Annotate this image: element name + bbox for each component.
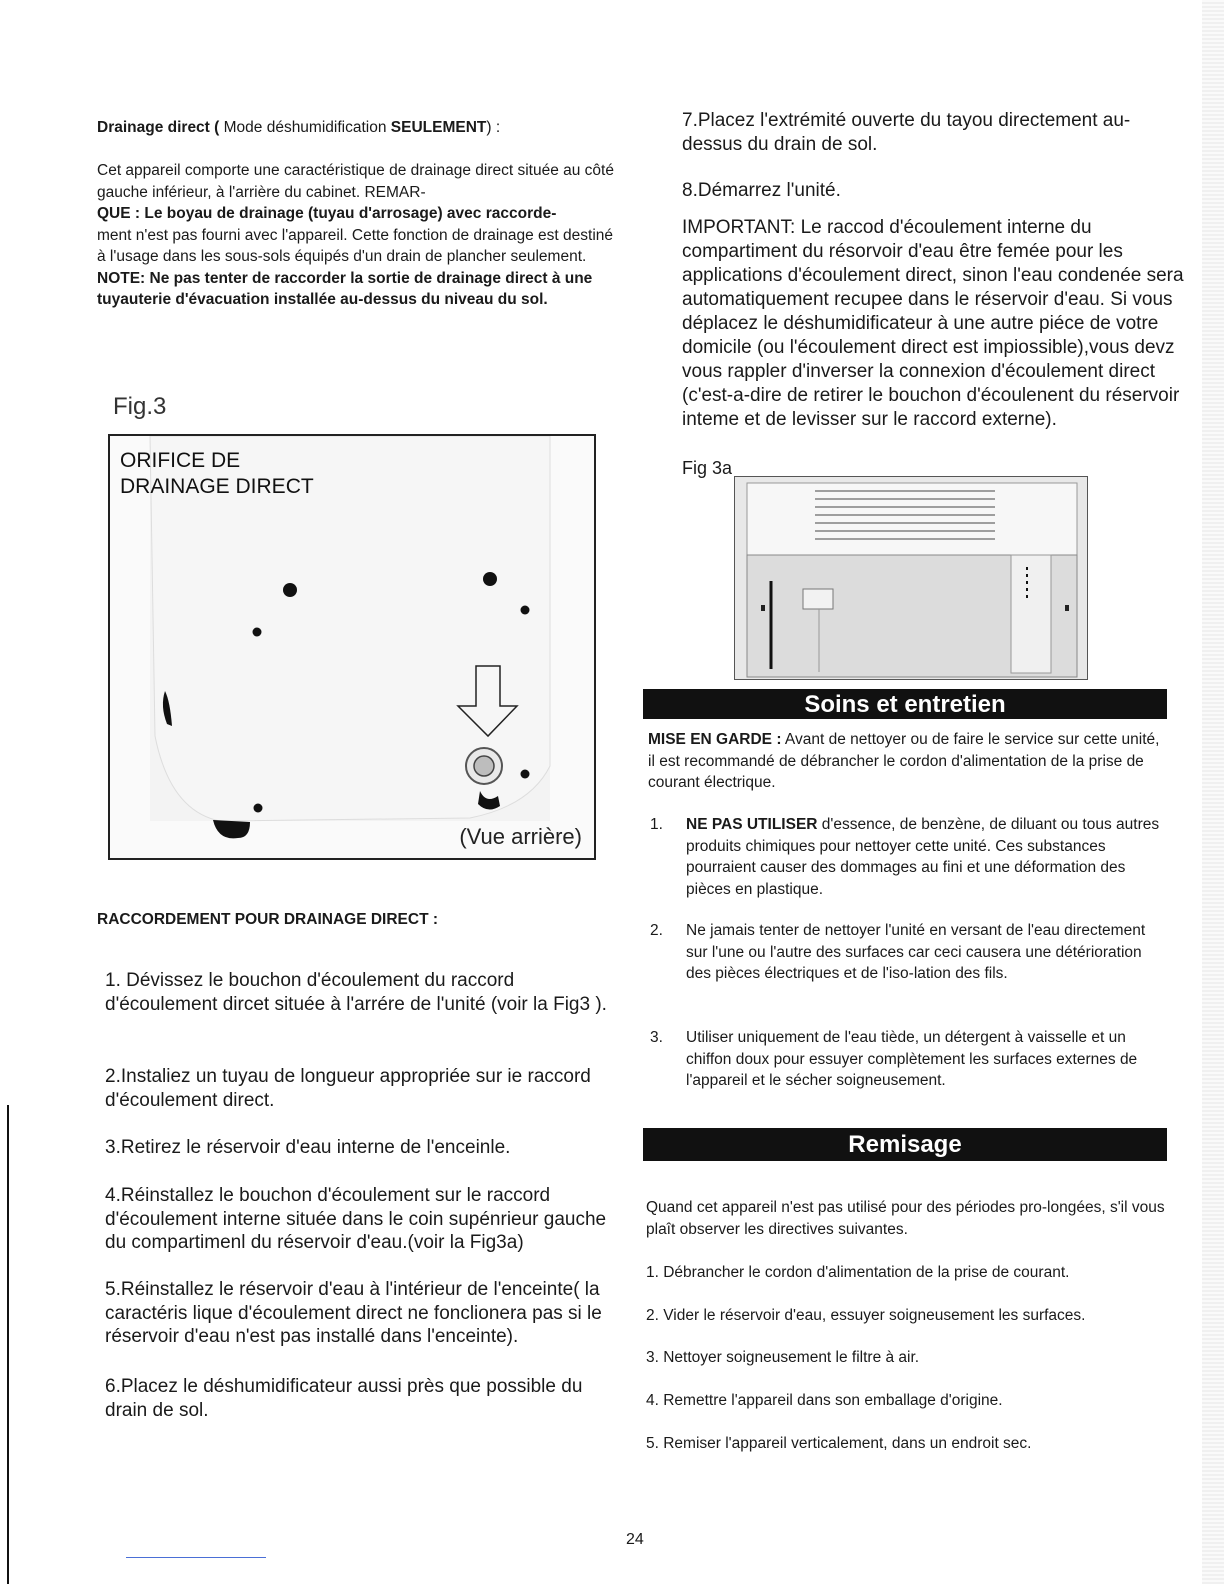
connection-step: 2.Instaliez un tuyau de longueur appropriée sur ie raccord d'écoulement direct.: [105, 1066, 591, 1111]
caution-text: MISE EN GARDE : Avant de nettoyer ou de faire le service sur cette unité, il est recommandé de débrancher le cordon d'alimentation de la prise de courant électrique.: [648, 731, 1160, 791]
storage-item: 5. Remiser l'appareil verticalement, dans un endroit sec.: [646, 1435, 1032, 1452]
step-8: 8.Démarrez l'unité.: [682, 180, 841, 201]
connection-step: 4.Réinstallez le bouchon d'écoulement sur le raccord d'écoulement interne située dans le coin supénrieur gauche du compartimenl du réservoir d'eau.(voir la Fig3a): [105, 1185, 607, 1253]
care-item: 3. Utiliser uniquement de l'eau tiède, un détergent à vaisselle et un chiffon doux pour essuyer complètement les surfaces externes de l'appareil et le sécher soigneusement.: [650, 1029, 1138, 1089]
storage-item: 2. Vider le réservoir d'eau, essuyer soigneusement les surfaces.: [646, 1307, 1086, 1324]
fig3a-illustration: [734, 476, 1088, 680]
care-item: 2. Ne jamais tenter de nettoyer l'unité en versant de l'eau directement sur l'une ou l'autre des surfaces car ceci causera une détérioration des pièces électriques et de l'iso-lation des fils.: [650, 922, 1146, 982]
rear-view-caption: (Vue arrière): [459, 824, 582, 849]
storage-item: 1. Débrancher le cordon d'alimentation de la prise de courant.: [646, 1264, 1070, 1281]
scan-margin-line: [7, 1105, 9, 1584]
connection-step: 5.Réinstallez le réservoir d'eau à l'intérieur de l'enceinte( la caractéris lique d'écoulement direct ne fonclionera pas si le réservoir d'eau n'est pas installé dans l'enceinte).: [105, 1279, 602, 1347]
direct-drain-description: Cet appareil comporte une caractéristique de drainage direct située au côté gauche inférieur, à l'arrière du cabinet. REMAR- QUE : Le boyau de drainage (tuyau d'arrosage) avec raccorde- ment n'est pas fourni avec l'appareil. Cette fonction de drainage est destiné à l'usage dans les sous-sols équipés d'un drain de plancher seulement. NOTE: Ne pas tenter de raccorder la sortie de drainage direct à une tuyauterie d'évacuation installée au-dessus du niveau du sol.: [97, 162, 614, 308]
care-section-title: Soins et entretien: [643, 689, 1167, 719]
storage-section-title: Remisage: [643, 1128, 1167, 1161]
care-item: 1. NE PAS UTILISER d'essence, de benzène, de diluant ou tous autres produits chimiques pour nettoyer cette unité. Ces substances pourraient causer des dommages au fini et une déformation des pièces en plastique.: [650, 816, 1160, 898]
water-tank-illustration: [735, 477, 1087, 679]
storage-item: 4. Remettre l'appareil dans son emballage d'origine.: [646, 1392, 1003, 1409]
connection-step: 1. Dévissez le bouchon d'écoulement du raccord d'écoulement dircet située à l'arrére de l'unité (voir la Fig3 ).: [105, 970, 607, 1015]
connection-step: 6.Placez le déshumidificateur aussi près que possible du drain de sol.: [105, 1376, 583, 1421]
direct-drain-title: Drainage direct ( Mode déshumidification SEULEMENT) :: [97, 119, 501, 136]
fig3a-label: Fig 3a: [682, 458, 733, 478]
fig3-label: Fig.3: [113, 393, 167, 420]
fig3-illustration: [108, 434, 596, 860]
connection-step: 3.Retirez le réservoir d'eau interne de l'enceinle.: [105, 1137, 511, 1158]
connection-title: RACCORDEMENT POUR DRAINAGE DIRECT :: [97, 911, 438, 928]
drain-orifice-caption: ORIFICE DE DRAINAGE DIRECT: [120, 449, 314, 498]
scan-edge: [1202, 0, 1224, 1584]
footer-line: [126, 1557, 266, 1558]
storage-intro: Quand cet appareil n'est pas utilisé pour des périodes pro-longées, s'il vous plaît observer les directives suivantes.: [646, 1199, 1165, 1238]
note-text: NOTE: Ne pas tenter de raccorder la sortie de drainage direct à une tuyauterie d'évacuation installée au-dessus du niveau du sol.: [97, 269, 593, 308]
step-7: 7.Placez l'extrémité ouverte du tayou directement au-dessus du drain de sol.: [682, 110, 1131, 155]
page-number: 24: [626, 1531, 644, 1548]
important-note: IMPORTANT: Le raccod d'écoulement interne du compartiment du résorvoir d'eau être femée pour les applications d'écoulement direct, sinon l'eau condenée sera automatiquement recupee dans le réservoir d'eau. Si vous déplacez le déshumidificateur à une autre piéce de votre domicile (ou l'écoulement direct est impiossible),vous devz vous rappler d'inverser la connexion d'écoulement direct (c'est-a-dire de retirer le bouchon d'écoulenent du réservoir inteme et de levisser sur le raccord externe).: [682, 217, 1184, 430]
storage-item: 3. Nettoyer soigneusement le filtre à air.: [646, 1349, 920, 1366]
